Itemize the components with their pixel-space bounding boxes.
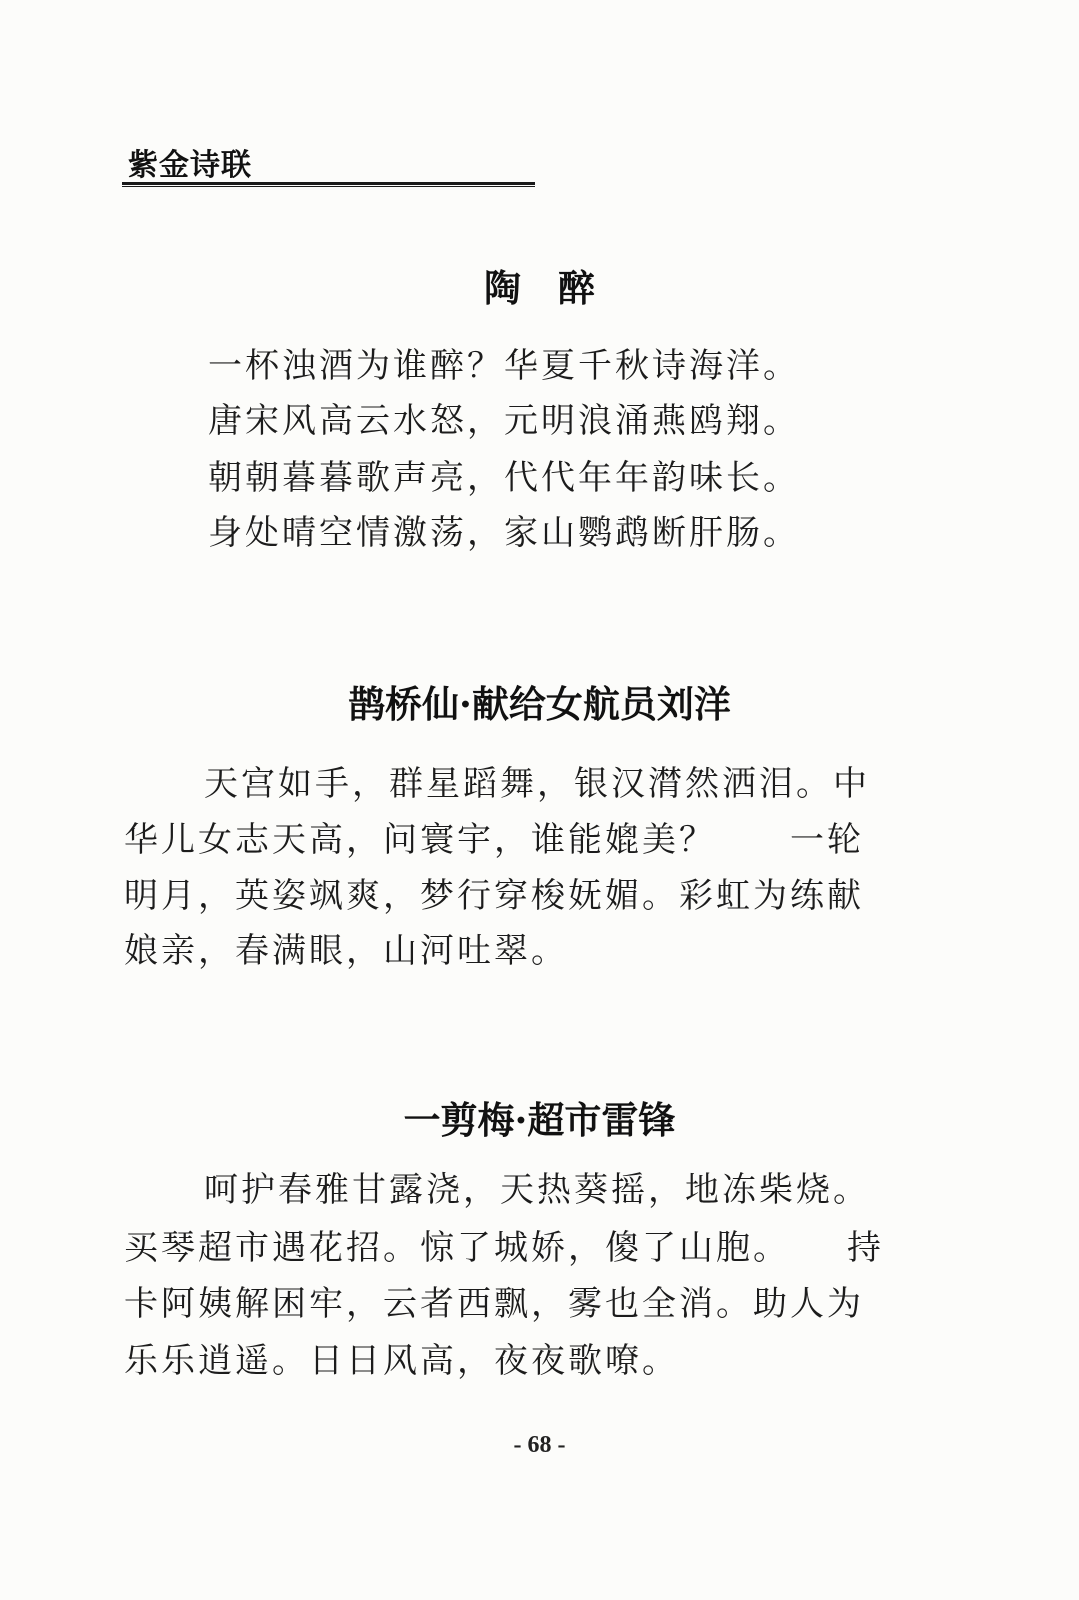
page-number: - 68 - bbox=[513, 1432, 566, 1458]
poem-line: 明月，英姿飒爽，梦行穿梭妩媚。彩虹为练献 bbox=[124, 876, 864, 916]
poem-line: 卡阿姨解困牢，云者西飘，雾也全消。助人为 bbox=[124, 1284, 864, 1324]
poem-line: 乐乐逍遥。日日风高，夜夜歌嘹。 bbox=[124, 1341, 679, 1381]
running-head: 紫金诗联 bbox=[128, 148, 252, 183]
poem-line: 华儿女志天高，问寰宇，谁能媲美？ 一轮 bbox=[124, 820, 864, 860]
poem-line: 天宫如手，群星蹈舞，银汉潸然洒泪。中 bbox=[204, 764, 870, 804]
poem-title: 一剪梅·超市雷锋 bbox=[403, 1098, 676, 1142]
poem-line: 朝朝暮暮歌声亮，代代年年韵味长。 bbox=[208, 458, 800, 498]
poem-line: 唐宋风高云水怒，元明浪涌燕鸥翔。 bbox=[208, 401, 800, 441]
poem-line: 身处晴空情激荡，家山鹦鹉断肝肠。 bbox=[208, 513, 800, 553]
running-head-rule bbox=[122, 182, 535, 187]
poem-title: 鹊桥仙·献给女航员刘洋 bbox=[348, 682, 731, 726]
poem-line: 一杯浊酒为谁醉？华夏千秋诗海洋。 bbox=[208, 346, 800, 386]
poem-line: 娘亲，春满眼，山河吐翠。 bbox=[124, 931, 568, 971]
poem-title: 陶 醉 bbox=[484, 266, 595, 310]
poem-line: 买琴超市遇花招。惊了城娇，傻了山胞。 持 bbox=[124, 1228, 884, 1268]
poem-line: 呵护春雅甘露浇，天热葵摇，地冻柴烧。 bbox=[204, 1170, 870, 1210]
